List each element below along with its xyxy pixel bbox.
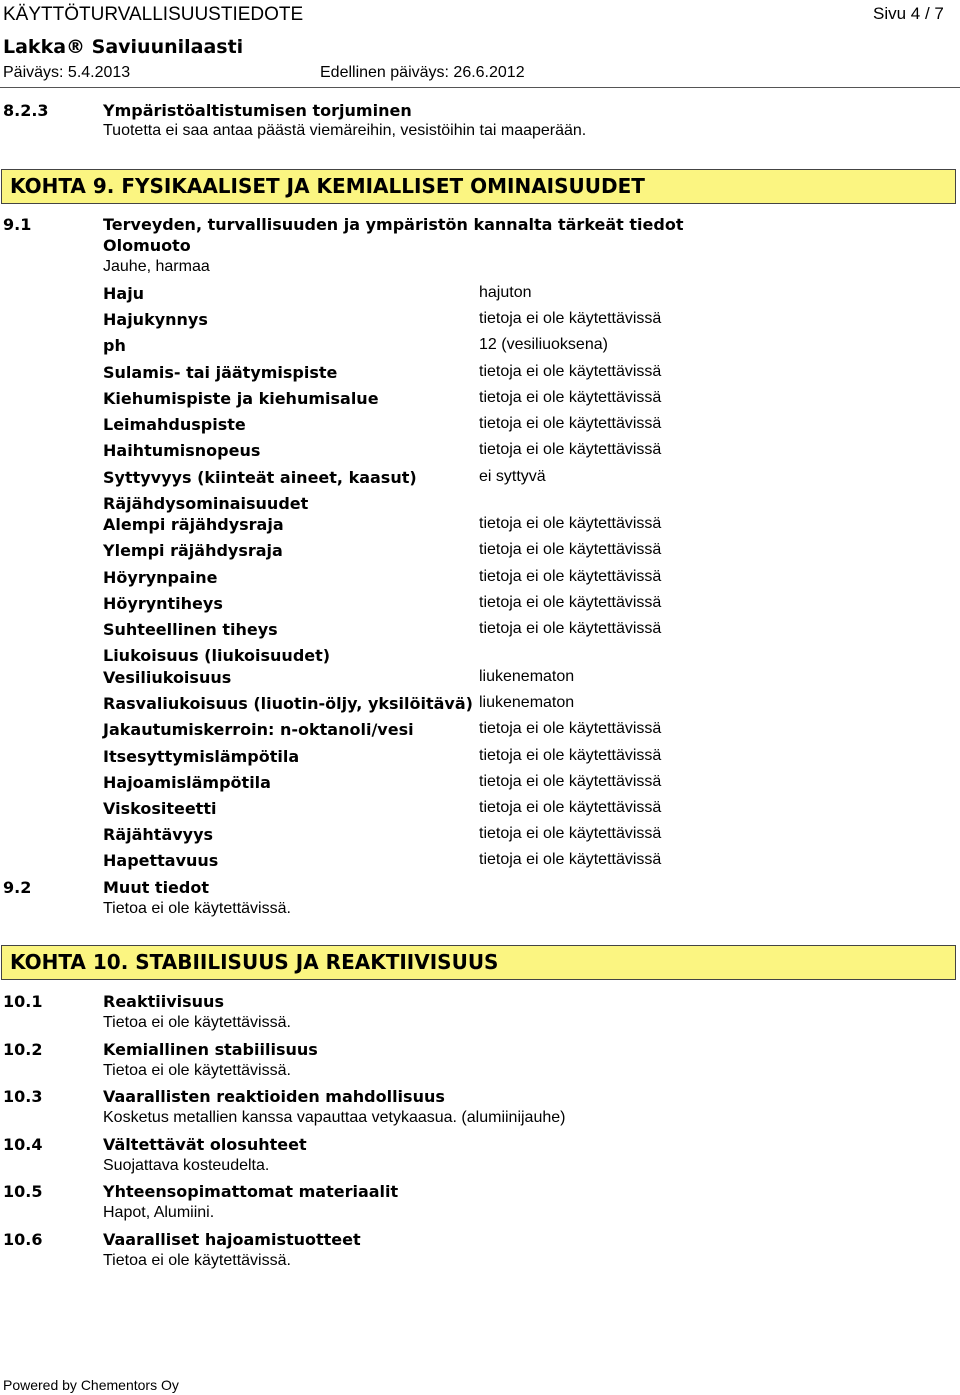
subsection-number: 10.3 — [3, 1087, 43, 1106]
property-label: Vesiliukoisuus — [103, 668, 232, 687]
property-label: Viskositeetti — [103, 799, 217, 818]
property-value: liukenematon — [479, 694, 575, 711]
subsection-title: Yhteensopimattomat materiaalit — [103, 1182, 399, 1201]
subsection-number: 10.2 — [3, 1040, 43, 1059]
section-heading: KOHTA 9. FYSIKAALISET JA KEMIALLISET OMINAISUUDET — [1, 169, 956, 204]
property-value: tietoja ei ole käytettävissä — [479, 415, 662, 432]
property-label: Räjähtävyys — [103, 825, 214, 844]
property-value: Jauhe, harmaa — [103, 258, 210, 275]
property-label: Höyryntiheys — [103, 594, 223, 613]
property-label: Haju — [103, 284, 145, 303]
property-value: tietoja ei ole käytettävissä — [479, 799, 662, 816]
property-label: Räjähdysominaisuudet — [103, 494, 309, 513]
property-value: tietoja ei ole käytettävissä — [479, 310, 662, 327]
property-value: tietoja ei ole käytettävissä — [479, 363, 662, 380]
property-label: Hapettavuus — [103, 851, 219, 870]
property-value: tietoja ei ole käytettävissä — [479, 389, 662, 406]
subsection-text: Tietoa ei ole käytettävissä. — [103, 1252, 291, 1269]
property-value: tietoja ei ole käytettävissä — [479, 594, 662, 611]
property-label: Sulamis- tai jäätymispiste — [103, 363, 338, 382]
property-value: tietoja ei ole käytettävissä — [479, 851, 662, 868]
document-title: KÄYTTÖTURVALLISUUSTIEDOTE — [3, 4, 304, 25]
property-value: tietoja ei ole käytettävissä — [479, 773, 662, 790]
property-label: Olomuoto — [103, 236, 191, 255]
property-value: tietoja ei ole käytettävissä — [479, 441, 662, 458]
property-label: Liukoisuus (liukoisuudet) — [103, 646, 331, 665]
property-label: Jakautumiskerroin: n-oktanoli/vesi — [103, 720, 414, 739]
issue-date: Päiväys: 5.4.2013 — [3, 64, 131, 81]
property-label: Rasvaliukoisuus (liuotin-öljy, yksilöitävä) — [103, 694, 473, 713]
property-value: ei syttyvä — [479, 468, 546, 485]
subsection-title: Terveyden, turvallisuuden ja ympäristön kannalta tärkeät tiedot — [103, 215, 684, 234]
subsection-title: Vaarallisten reaktioiden mahdollisuus — [103, 1087, 445, 1106]
subsection-text: Suojattava kosteudelta. — [103, 1157, 270, 1174]
subsection-number: 9.2 — [3, 878, 32, 897]
property-label: Hajoamislämpötila — [103, 773, 271, 792]
subsection-title: Kemiallinen stabiilisuus — [103, 1040, 318, 1059]
property-label: Syttyvyys (kiinteät aineet, kaasut) — [103, 468, 417, 487]
subsection-text: Tietoa ei ole käytettävissä. — [103, 1014, 291, 1031]
subsection-text: Tietoa ei ole käytettävissä. — [103, 900, 291, 917]
property-value: tietoja ei ole käytettävissä — [479, 747, 662, 764]
subsection-text: Kosketus metallien kanssa vapauttaa vetykaasua. (alumiinijauhe) — [103, 1109, 566, 1126]
subsection-title: Vältettävät olosuhteet — [103, 1135, 307, 1154]
property-label: Suhteellinen tiheys — [103, 620, 278, 639]
subsection-number: 10.6 — [3, 1230, 43, 1249]
property-label: Itsesyttymislämpötila — [103, 747, 300, 766]
subsection-title: Vaaralliset hajoamistuotteet — [103, 1230, 361, 1249]
subsection-title: Ympäristöaltistumisen torjuminen — [103, 101, 412, 120]
property-label: ph — [103, 336, 126, 355]
property-label: Ylempi räjähdysraja — [103, 541, 283, 560]
subsection-number: 10.4 — [3, 1135, 43, 1154]
property-value: tietoja ei ole käytettävissä — [479, 825, 662, 842]
header-divider — [0, 87, 960, 88]
subsection-number: 8.2.3 — [3, 101, 49, 120]
subsection-number: 9.1 — [3, 215, 32, 234]
property-label: Alempi räjähdysraja — [103, 515, 284, 534]
subsection-number: 10.1 — [3, 992, 43, 1011]
property-label: Hajukynnys — [103, 310, 208, 329]
property-value: liukenematon — [479, 668, 575, 685]
section-heading: KOHTA 10. STABIILISUUS JA REAKTIIVISUUS — [1, 945, 956, 980]
previous-date: Edellinen päiväys: 26.6.2012 — [320, 64, 525, 81]
property-label: Kiehumispiste ja kiehumisalue — [103, 389, 379, 408]
property-value: tietoja ei ole käytettävissä — [479, 541, 662, 558]
subsection-text: Hapot, Alumiini. — [103, 1204, 215, 1221]
property-value: tietoja ei ole käytettävissä — [479, 720, 662, 737]
property-label: Höyrynpaine — [103, 568, 218, 587]
property-value: 12 (vesiliuoksena) — [479, 336, 608, 353]
subsection-text: Tuotetta ei saa antaa päästä viemäreihin, vesistöihin tai maaperään. — [103, 122, 587, 139]
date-line — [3, 64, 525, 82]
product-name: Lakka® Saviuunilaasti — [3, 36, 244, 58]
footer-text: Powered by Chementors Oy — [3, 1377, 179, 1393]
subsection-title: Muut tiedot — [103, 878, 209, 897]
subsection-number: 10.5 — [3, 1182, 43, 1201]
property-value: tietoja ei ole käytettävissä — [479, 568, 662, 585]
page-number: Sivu 4 / 7 — [873, 4, 944, 23]
property-value: tietoja ei ole käytettävissä — [479, 515, 662, 532]
property-label: Leimahduspiste — [103, 415, 246, 434]
subsection-title: Reaktiivisuus — [103, 992, 224, 1011]
property-value: hajuton — [479, 284, 532, 301]
property-label: Haihtumisnopeus — [103, 441, 261, 460]
subsection-text: Tietoa ei ole käytettävissä. — [103, 1062, 291, 1079]
property-value: tietoja ei ole käytettävissä — [479, 620, 662, 637]
